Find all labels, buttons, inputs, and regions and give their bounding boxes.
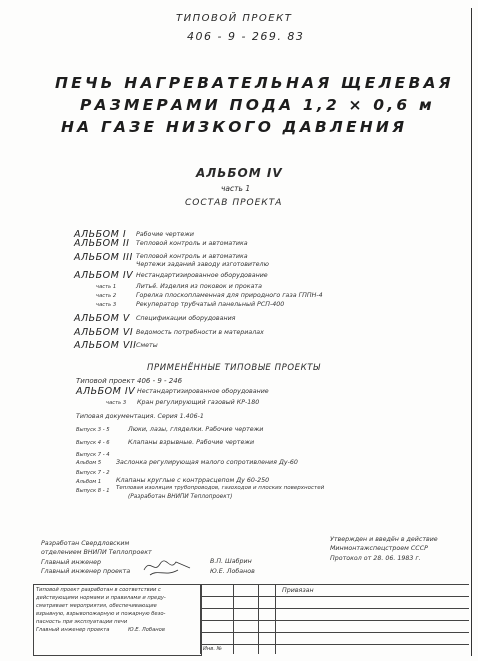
chief-project-name: Ю.Е. Лобанов (210, 568, 255, 575)
issue-text: Люки, лазы, гляделки. Рабочие чертежи (128, 426, 264, 433)
issue-label: Выпуск 8 - 1 (76, 488, 110, 494)
issue-text: Клапаны взрывные. Рабочие чертежи (128, 439, 255, 446)
album-label: АЛЬБОМ IV (74, 270, 134, 281)
album-text: Нестандартизированное оборудование (136, 272, 268, 279)
stamp-note-line-4: взрывную, взрывопожарную и пожарную безо- (36, 611, 166, 617)
title-line-1: ПЕЧЬ НАГРЕВАТЕЛЬНАЯ ЩЕЛЕВАЯ (55, 74, 454, 92)
issue-label: Выпуск 3 - 5 (76, 427, 110, 433)
stamp-rule (200, 596, 469, 597)
approval-line-2: Минмонтажспецстроем СССР (330, 545, 428, 552)
applied-part-text: Кран регулирующий газовый КР-180 (137, 399, 260, 406)
title-line-2: РАЗМЕРАМИ ПОДА 1,2 × 0,6 м (80, 96, 435, 114)
album-text: Сметы (136, 342, 158, 349)
applied-heading: ПРИМЕНЁННЫЕ ТИПОВЫЕ ПРОЕКТЫ (147, 363, 321, 373)
stamp-divider (258, 584, 259, 654)
album-label: АЛЬБОМ VII (74, 340, 137, 351)
album-label: АЛЬБОМ II (74, 238, 130, 249)
applied-project-label: Типовой проект (76, 377, 135, 385)
applied-part-label: часть 3 (106, 400, 127, 406)
album-part: часть 1 (221, 184, 251, 193)
stamp-note-name: Ю.Е. Лобанов (128, 627, 165, 633)
project-number: 406 - 9 - 269. 83 (187, 30, 305, 43)
issue-text: Клапаны круглые с контррасцепом Ду 60-250 (116, 477, 270, 484)
issue-label: Альбом 1 (76, 479, 102, 485)
album-text: Тепловой контроль и автоматика (136, 240, 248, 247)
chief-engineer-name: В.П. Шабрин (210, 558, 252, 565)
album-label: АЛЬБОМ VI (74, 327, 134, 338)
album-text: Литьё. Изделия из поковок и проката (136, 283, 262, 290)
stamp-rule (200, 620, 469, 621)
stamp-note-line-1: Типовой проект разработан в соответствии с (36, 587, 161, 593)
album-text: Спецификации оборудования (136, 315, 236, 322)
stamp-note-line-2: действующими нормами и правилами и преду- (36, 595, 166, 601)
stamp-rule (200, 584, 469, 585)
album-text: Ведомость потребности в материалах (136, 329, 264, 336)
album-text: Горелка плоскопламенная для природного газа ГППН-4 (136, 292, 323, 299)
album-text: Рабочие чертежи (136, 231, 194, 238)
album-name: АЛЬБОМ IV (196, 166, 283, 180)
issue-label: Выпуск 7 - 4 (76, 452, 110, 458)
signature-mark (140, 556, 198, 578)
stamp-divider (275, 584, 276, 654)
part-label: часть 3 (96, 302, 117, 308)
album-label: АЛЬБОМ III (74, 252, 133, 263)
album-text: Тепловой контроль и автоматика (136, 253, 248, 260)
issue-label: Выпуск 7 - 2 (76, 470, 110, 476)
album-text: Чертежи заданий заводу изготовителю (136, 261, 269, 268)
linked-label: Привязан (282, 587, 314, 594)
developer-line-2: отделением ВНИПИ Теплопроект (41, 549, 152, 556)
issue-text: Заслонка регулирующая малого сопротивления Ду-60 (116, 459, 298, 466)
title-line-3: НА ГАЗЕ НИЗКОГО ДАВЛЕНИЯ (61, 118, 408, 136)
stamp-note-line-3: сматривает мероприятия, обеспечивающие (36, 603, 157, 609)
issue-text: (Разработан ВНИПИ Теплопроект) (128, 494, 233, 500)
part-label: часть 2 (96, 293, 117, 299)
stamp-divider (233, 584, 234, 654)
issue-text: Тепловая изоляция трубопроводов, газоходов и плоских поверхностей (116, 485, 325, 491)
part-label: часть 1 (96, 284, 117, 290)
approval-line-3: Протокол от 28. 06. 1983 г. (330, 555, 421, 562)
applied-album-text: Нестандартизированное оборудование (137, 388, 269, 395)
stamp-rule (200, 632, 469, 633)
stamp-note-line-5: пасность при эксплуатации печи (36, 619, 128, 625)
chief-project-label: Главный инженер проекта (41, 568, 131, 575)
developer-line-1: Разработан Свердловским (41, 540, 130, 547)
issue-label: Выпуск 4 - 6 (76, 440, 110, 446)
chief-engineer-label: Главный инженер (41, 559, 102, 566)
inventory-label: Инв. № (203, 646, 223, 652)
stamp-rule (200, 644, 469, 645)
album-label: АЛЬБОМ I (74, 229, 127, 240)
stamp-note-role: Главный инженер проекта (36, 627, 110, 633)
applied-album-label: АЛЬБОМ IV (76, 386, 136, 397)
project-series: ТИПОВОЙ ПРОЕКТ (176, 13, 293, 24)
applied-docs-label: Типовая документация. Серия 1.406-1 (76, 413, 204, 420)
stamp-rule (200, 608, 469, 609)
approval-line-1: Утвержден и введён в действие (330, 536, 438, 543)
issue-label: Альбом 5 (76, 460, 102, 466)
album-label: АЛЬБОМ V (74, 313, 130, 324)
applied-project-number: 406 - 9 - 246 (137, 377, 183, 385)
album-text: Рекуператор трубчатый панельный РСП-400 (136, 301, 285, 308)
composition-heading: СОСТАВ ПРОЕКТА (185, 198, 283, 208)
